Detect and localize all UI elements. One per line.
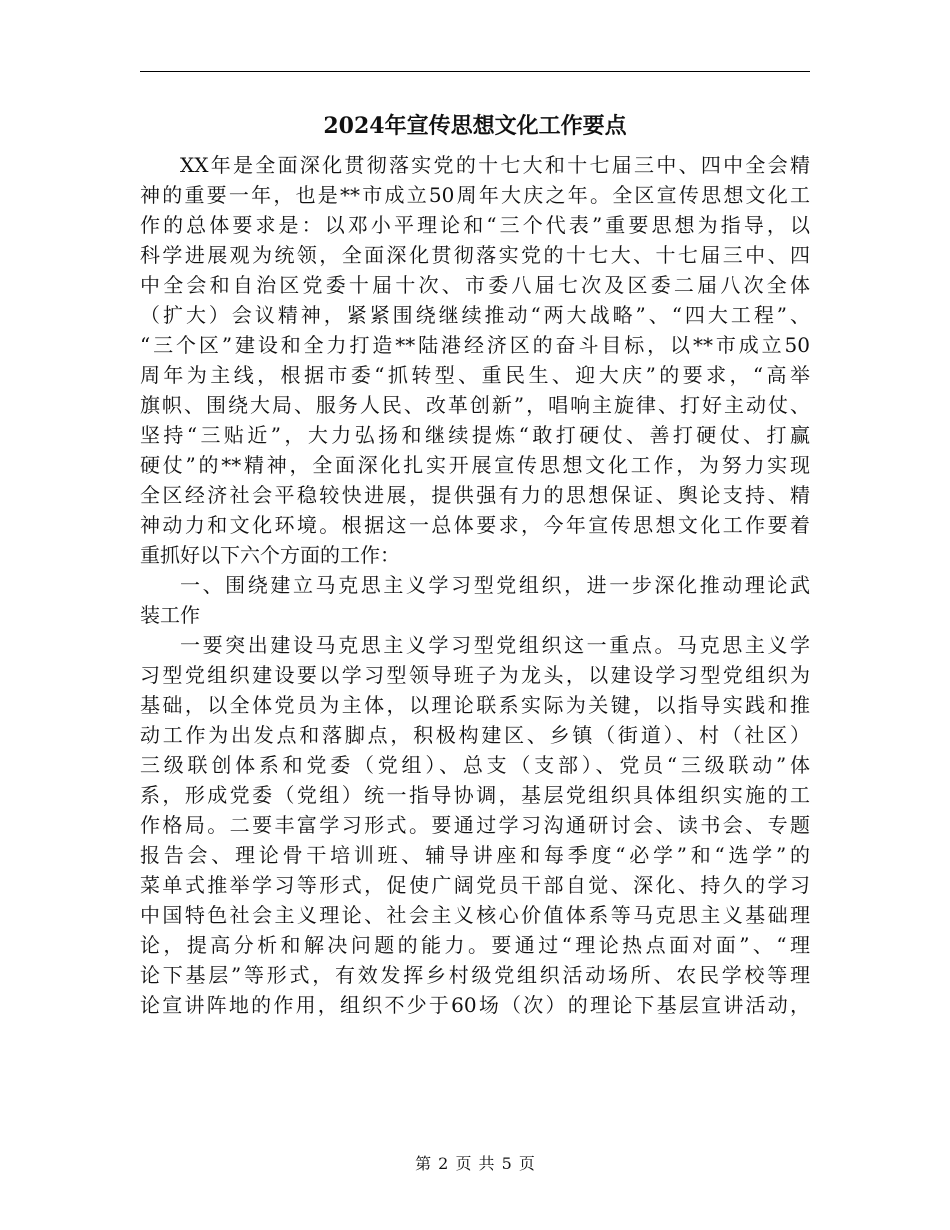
document-title: 2024年宣传思想文化工作要点 bbox=[323, 113, 627, 139]
text-line: 一、围绕建立马克思主义学习型党组织，进一步深化推动理论武 bbox=[180, 573, 810, 597]
text-line: 神动力和文化环境。根据这一总体要求，今年宣传思想文化工作要着 bbox=[140, 513, 810, 537]
text-line: 论宣讲阵地的作用，组织不少于60场（次）的理论下基层宣讲活动， bbox=[140, 993, 810, 1017]
text-line: 全区经济社会平稳较快进展，提供强有力的思想保证、舆论支持、精 bbox=[140, 483, 810, 507]
text-line: 作格局。二要丰富学习形式。要通过学习沟通研讨会、读书会、专题 bbox=[140, 813, 810, 837]
text-line: 三级联创体系和党委（党组）、总支（支部）、党员“三级联动”体 bbox=[140, 753, 810, 777]
text-line: 周年为主线，根据市委“抓转型、重民生、迎大庆”的要求，“高举 bbox=[140, 363, 810, 387]
text-line: 硬仗”的**精神，全面深化扎实开展宣传思想文化工作，为努力实现 bbox=[140, 453, 810, 477]
text-line: 菜单式推举学习等形式，促使广阔党员干部自觉、深化、持久的学习 bbox=[140, 873, 810, 897]
intro-paragraph bbox=[140, 150, 810, 570]
text-line: 中国特色社会主义理论、社会主义核心价值体系等马克思主义基础理 bbox=[140, 903, 810, 927]
text-line: 系，形成党委（党组）统一指导协调，基层党组织具体组织实施的工 bbox=[140, 783, 810, 807]
text-line: 重抓好以下六个方面的工作： bbox=[140, 543, 400, 567]
text-line: 报告会、理论骨干培训班、辅导讲座和每季度“必学”和“选学”的 bbox=[140, 843, 810, 867]
document-body bbox=[140, 150, 810, 1020]
text-line: “三个区”建设和全力打造**陆港经济区的奋斗目标，以**市成立50 bbox=[140, 333, 810, 357]
text-line: 一要突出建设马克思主义学习型党组织这一重点。马克思主义学 bbox=[180, 633, 810, 657]
text-line: 科学进展观为统领，全面深化贯彻落实党的十七大、十七届三中、四 bbox=[140, 243, 810, 267]
text-line: 作的总体要求是：以邓小平理论和“三个代表”重要思想为指导，以 bbox=[140, 213, 810, 237]
page-number-footer: 第 2 页 共 5 页 bbox=[415, 1154, 535, 1173]
text-line: 装工作 bbox=[140, 603, 200, 627]
text-line: 习型党组织建设要以学习型领导班子为龙头，以建设学习型党组织为 bbox=[140, 663, 810, 687]
text-line: XX年是全面深化贯彻落实党的十七大和十七届三中、四中全会精 bbox=[180, 153, 810, 177]
text-line: 论下基层”等形式，有效发挥乡村级党组织活动场所、农民学校等理 bbox=[140, 963, 810, 987]
text-line: 中全会和自治区党委十届十次、市委八届七次及区委二届八次全体 bbox=[140, 273, 810, 297]
text-line: （扩大）会议精神，紧紧围绕继续推动“两大战略”、“四大工程”、 bbox=[140, 303, 810, 327]
header-rule bbox=[140, 71, 810, 72]
text-line: 神的重要一年，也是**市成立50周年大庆之年。全区宣传思想文化工 bbox=[140, 183, 810, 207]
text-line: 坚持“三贴近”，大力弘扬和继续提炼“敢打硬仗、善打硬仗、打赢 bbox=[140, 423, 810, 447]
text-line: 论，提高分析和解决问题的能力。要通过“理论热点面对面”、“理 bbox=[140, 933, 810, 957]
text-line: 动工作为出发点和落脚点，积极构建区、乡镇（街道）、村（社区） bbox=[140, 723, 810, 747]
section-heading-1 bbox=[140, 570, 810, 630]
section-1-paragraph bbox=[140, 630, 810, 1020]
text-line: 基础，以全体党员为主体，以理论联系实际为关键，以指导实践和推 bbox=[140, 693, 810, 717]
text-line: 旗帜、围绕大局、服务人民、改革创新”，唱响主旋律、打好主动仗、 bbox=[140, 393, 810, 417]
